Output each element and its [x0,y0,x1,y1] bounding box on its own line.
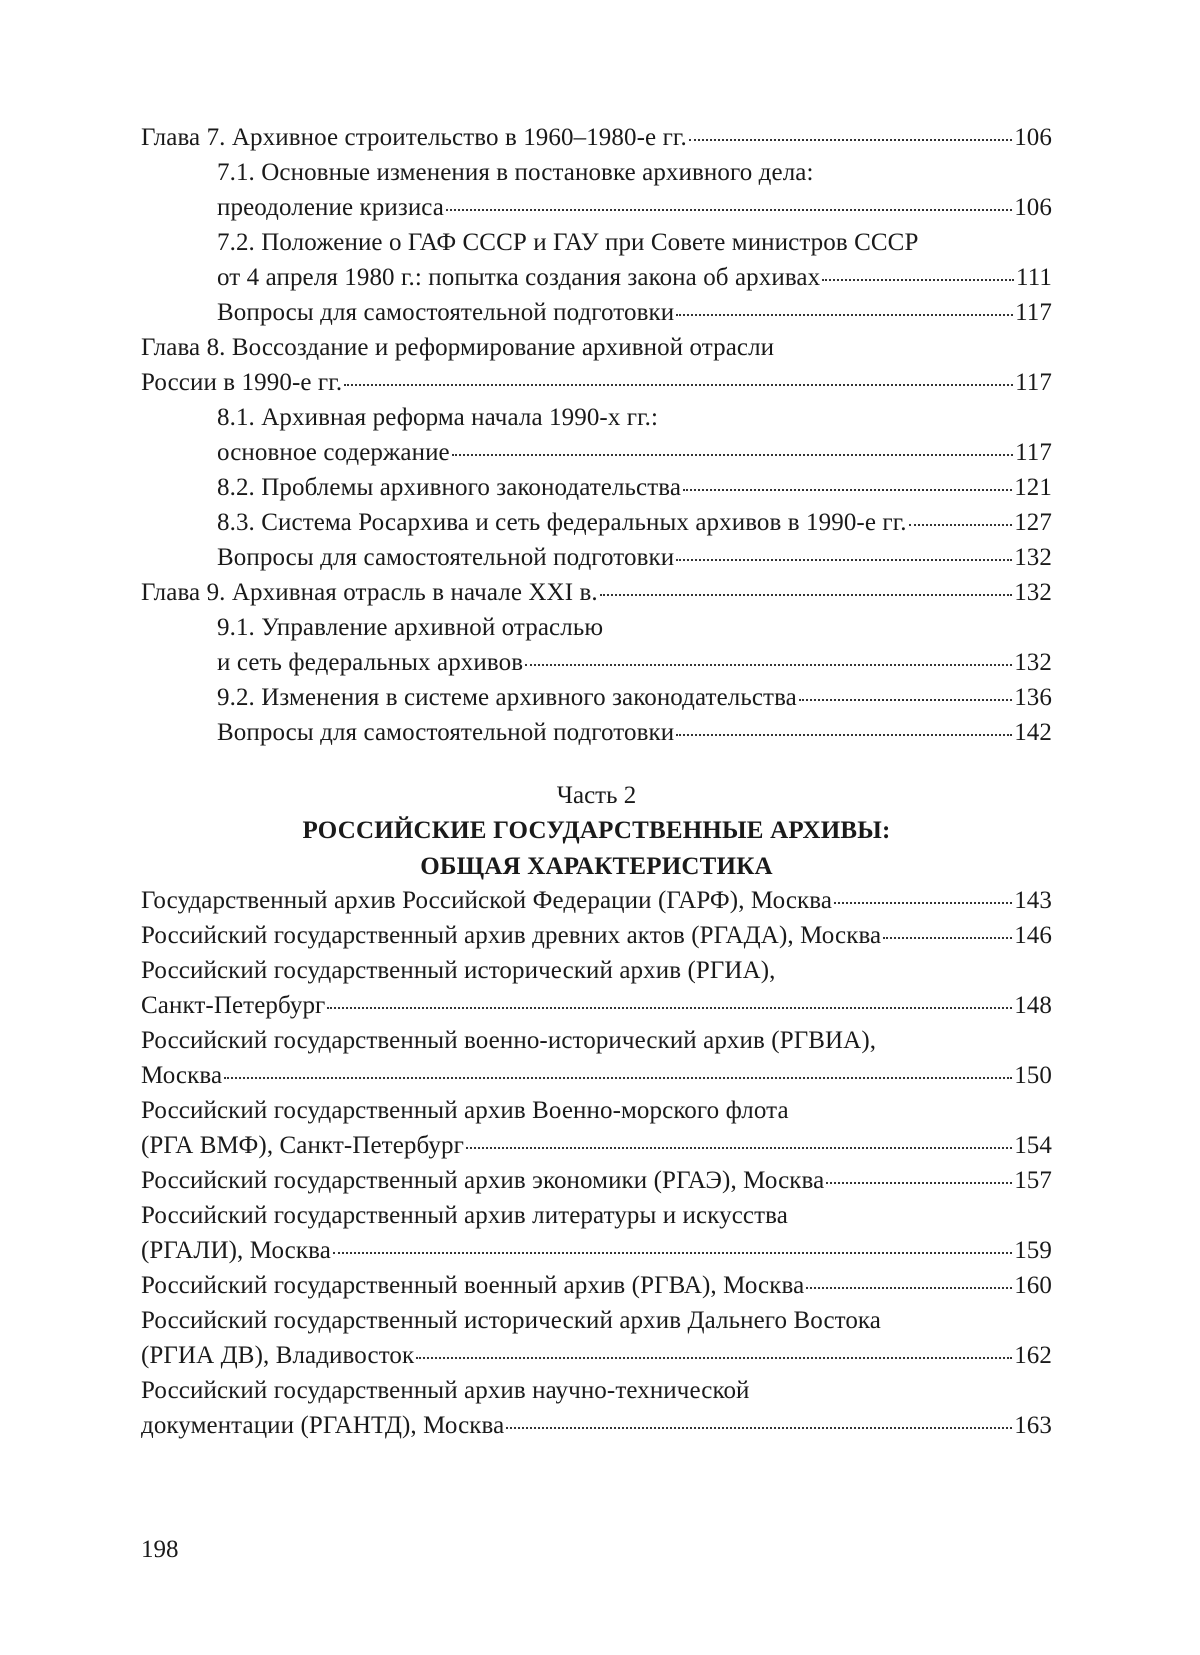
toc-entry-line [217,225,1052,260]
toc-entry-title: 8.3. Система Росархива и сеть федеральных архивов в 1990-е гг. [217,505,907,540]
page-number: 198 [141,1532,179,1567]
part-title-line2: ОБЩАЯ ХАРАКТЕРИСТИКА [141,849,1052,885]
toc-entry-title: 8.2. Проблемы архивного законодательства [217,470,681,505]
dot-leader [333,1252,1012,1254]
toc-entry-title: документации (РГАНТД), Москва [141,1408,504,1443]
dot-leader [683,489,1012,491]
toc-entry-line [141,1128,1052,1163]
toc-entry-line [217,435,1052,470]
toc-entry-title: 7.1. Основные изменения в постановке архивного дела: [217,155,814,190]
toc-entry [141,505,1052,540]
toc-entry-line [141,988,1052,1023]
toc-part2 [141,883,1052,1443]
toc-entry-title: Российский государственный архив научно-технической [141,1373,750,1408]
toc-entry-line [141,365,1052,400]
toc-page-number: 106 [1014,190,1052,225]
toc-entry-line [217,645,1052,680]
toc-entry-line [217,470,1052,505]
toc-entry-title: Российский государственный архив экономики (РГАЭ), Москва [141,1163,824,1198]
toc-entry-line [141,1023,1052,1058]
toc-page-number: 157 [1014,1163,1052,1198]
toc-entry-title: Российский государственный архив литературы и искусства [141,1198,788,1233]
dot-leader [676,314,1013,316]
toc-page-number: 162 [1014,1338,1052,1373]
toc-page-number: 146 [1014,918,1052,953]
toc-entry-title: Российский государственный исторический архив (РГИА), [141,953,776,988]
toc-entry [141,715,1052,750]
book-page [0,0,1200,1655]
toc-entry-line [141,1268,1052,1303]
toc-entry-line [141,575,1052,610]
toc-entry-title: (РГА ВМФ), Санкт-Петербург [141,1128,464,1163]
toc-entry-line [217,190,1052,225]
toc-page-number: 117 [1015,435,1052,470]
toc-entry [141,1373,1052,1443]
dot-leader [506,1427,1012,1429]
toc-entry-title: Российский государственный архив древних актов (РГАДА), Москва [141,918,881,953]
toc-page-number: 132 [1014,575,1052,610]
toc-page-number: 159 [1014,1233,1052,1268]
toc-entry-title: России в 1990-е гг. [141,365,342,400]
dot-leader [799,699,1012,701]
toc-page-number: 121 [1014,470,1052,505]
dot-leader [826,1182,1012,1184]
dot-leader [822,279,1014,281]
dot-leader [834,902,1012,904]
dot-leader [883,937,1012,939]
toc-entry [141,1093,1052,1163]
toc-page-number: 148 [1014,988,1052,1023]
dot-leader [452,454,1013,456]
toc-entry-line [141,1408,1052,1443]
toc-page-number: 154 [1014,1128,1052,1163]
dot-leader [676,559,1012,561]
toc-entry-line [217,295,1052,330]
toc-entry [141,155,1052,225]
dot-leader [689,139,1012,141]
toc-page-number: 136 [1014,680,1052,715]
part-label: Часть 2 [141,778,1052,813]
dot-leader [806,1287,1012,1289]
toc-entry-title: от 4 апреля 1980 г.: попытка создания закона об архивах [217,260,820,295]
toc-entry-title: и сеть федеральных архивов [217,645,523,680]
toc-entry-line [217,610,1052,645]
toc-entry-line [141,330,1052,365]
toc-page-number: 142 [1014,715,1052,750]
dot-leader [327,1007,1012,1009]
toc-entry-title: Вопросы для самостоятельной подготовки [217,295,674,330]
toc-page-number: 150 [1014,1058,1052,1093]
toc-page-number: 132 [1014,540,1052,575]
dot-leader [676,734,1012,736]
dot-leader [344,384,1013,386]
toc-entry-line [141,1233,1052,1268]
toc-entry [141,610,1052,680]
toc-entry-title: Глава 8. Воссоздание и реформирование архивной отрасли [141,330,774,365]
toc-page-number: 127 [1014,505,1052,540]
toc-entry-line [141,883,1052,918]
toc-entry-line [141,120,1052,155]
toc-entry [141,1268,1052,1303]
toc-page-number: 117 [1015,365,1052,400]
toc-entry-title: Глава 7. Архивное строительство в 1960–1980-е гг. [141,120,687,155]
toc-page-number: 163 [1014,1408,1052,1443]
toc-entry-line [141,1338,1052,1373]
toc-entry-line [141,953,1052,988]
toc-page-number: 160 [1014,1268,1052,1303]
toc-entry-title: Вопросы для самостоятельной подготовки [217,715,674,750]
toc-entry [141,120,1052,155]
dot-leader [525,664,1012,666]
toc-entry [141,225,1052,295]
toc-entry [141,918,1052,953]
toc-page-number: 143 [1014,883,1052,918]
dot-leader [909,524,1013,526]
toc-entry [141,883,1052,918]
toc-entry-title: 8.1. Архивная реформа начала 1990-х гг.: [217,400,658,435]
toc-entry-title: Санкт-Петербург [141,988,325,1023]
toc-entry-line [141,918,1052,953]
toc-entry-title: 7.2. Положение о ГАФ СССР и ГАУ при Совете министров СССР [217,225,918,260]
toc-entry-line [141,1093,1052,1128]
part-heading [141,778,1052,885]
toc-entry-title: 9.2. Изменения в системе архивного законодательства [217,680,797,715]
toc-page-number: 132 [1014,645,1052,680]
dot-leader [446,209,1012,211]
toc-entry-title: Российский государственный архив Военно-морского флота [141,1093,789,1128]
toc-entry [141,540,1052,575]
toc-page-number: 106 [1014,120,1052,155]
toc-entry-line [141,1303,1052,1338]
toc-entry [141,295,1052,330]
toc-entry-line [141,1058,1052,1093]
toc-entry-title: Государственный архив Российской Федерации (ГАРФ), Москва [141,883,832,918]
toc-entry [141,1023,1052,1093]
dot-leader [416,1357,1012,1359]
dot-leader [224,1077,1012,1079]
toc-page-number: 111 [1016,260,1052,295]
toc-entry [141,330,1052,400]
toc-entry-title: преодоление кризиса [217,190,444,225]
toc-entry-line [217,715,1052,750]
toc-entry [141,953,1052,1023]
dot-leader [466,1147,1012,1149]
toc-entry [141,470,1052,505]
toc-entry [141,400,1052,470]
toc-page-number: 117 [1015,295,1052,330]
toc-entry [141,575,1052,610]
toc-entry-title: Глава 9. Архивная отрасль в начале XXI в. [141,575,598,610]
toc-entry-title: 9.1. Управление архивной отраслью [217,610,603,645]
toc-entry-line [217,540,1052,575]
toc-entry-line [217,155,1052,190]
toc-entry-title: Вопросы для самостоятельной подготовки [217,540,674,575]
toc-entry [141,680,1052,715]
toc-entry-title: Российский государственный исторический архив Дальнего Востока [141,1303,881,1338]
toc-entry-title: основное содержание [217,435,450,470]
toc-entry-line [217,260,1052,295]
toc-entry-title: Российский государственный военный архив (РГВА), Москва [141,1268,804,1303]
toc-part1 [141,120,1052,750]
part-title-line1: РОССИЙСКИЕ ГОСУДАРСТВЕННЫЕ АРХИВЫ: [141,813,1052,849]
toc-entry [141,1163,1052,1198]
dot-leader [600,594,1012,596]
toc-entry [141,1303,1052,1373]
toc-entry-line [141,1163,1052,1198]
toc-entry-line [217,505,1052,540]
toc-entry-line [217,400,1052,435]
toc-entry-line [141,1373,1052,1408]
toc-entry-title: (РГИА ДВ), Владивосток [141,1338,414,1373]
toc-entry-line [217,680,1052,715]
toc-entry [141,1198,1052,1268]
toc-entry-title: Российский государственный военно-исторический архив (РГВИА), [141,1023,876,1058]
toc-entry-title: Москва [141,1058,222,1093]
toc-entry-line [141,1198,1052,1233]
toc-entry-title: (РГАЛИ), Москва [141,1233,331,1268]
